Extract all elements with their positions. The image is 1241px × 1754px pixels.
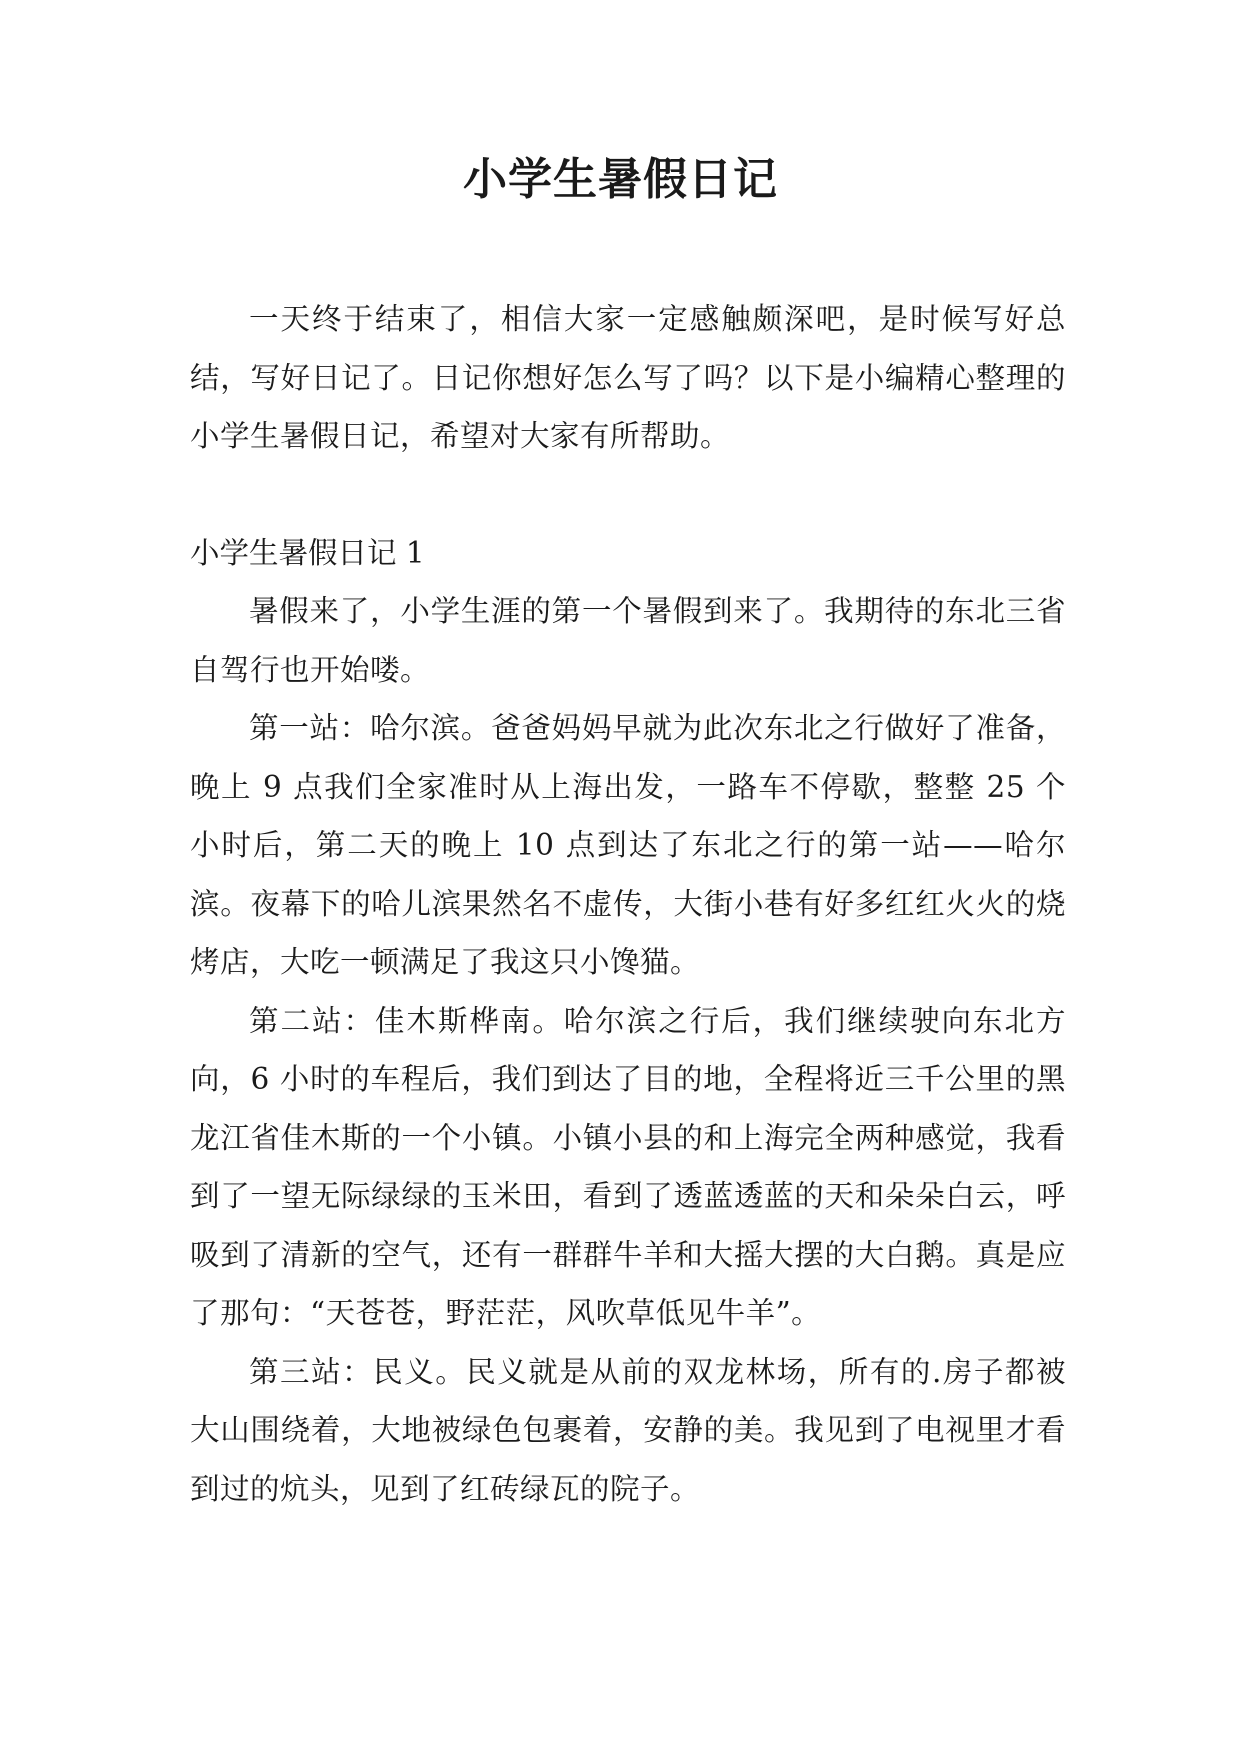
- body-paragraph-3: 第二站：佳木斯桦南。哈尔滨之行后，我们继续驶向东北方向，6 小时的车程后，我们到达了目的地，全程将近三千公里的黑龙江省佳木斯的一个小镇。小镇小县的和上海完全两种感觉，我看到了一望无际绿绿的玉米田，看到了透蓝透蓝的天和朵朵白云，呼吸到了清新的空气，还有一群群牛羊和大摇大摆的大白鹅。真是应了那句：“天苍苍，野茫茫，风吹草低见牛羊”。: [190, 1003, 1066, 1330]
- body-paragraph-2: 第一站：哈尔滨。爸爸妈妈早就为此次东北之行做好了准备，晚上 9 点我们全家准时从上海出发，一路车不停歇，整整 25 个小时后，第二天的晚上 10 点到达了东北之行的第一站——哈尔滨。夜幕下的哈儿滨果然名不虚传，大街小巷有好多红红火火的烧烤店，大吃一顿满足了我这只小馋猫。: [190, 711, 1066, 979]
- document-title: 小学生暑假日记: [463, 154, 778, 205]
- body-paragraph-4: 第三站：民义。民义就是从前的双龙林场，所有的.房子都被大山围绕着，大地被绿色包裹着，安静的美。我见到了电视里才看到过的炕头，见到了红砖绿瓦的院子。: [190, 1354, 1066, 1506]
- body-paragraph-1: 暑假来了，小学生涯的第一个暑假到来了。我期待的东北三省自驾行也开始喽。: [190, 594, 1066, 687]
- intro-paragraph: 一天终于结束了，相信大家一定感触颇深吧，是时候写好总结，写好日记了。日记你想好怎么写了吗？以下是小编精心整理的小学生暑假日记，希望对大家有所帮助。: [190, 302, 1066, 453]
- document-body: [190, 290, 1066, 1518]
- section-heading: 小学生暑假日记 1: [190, 535, 425, 570]
